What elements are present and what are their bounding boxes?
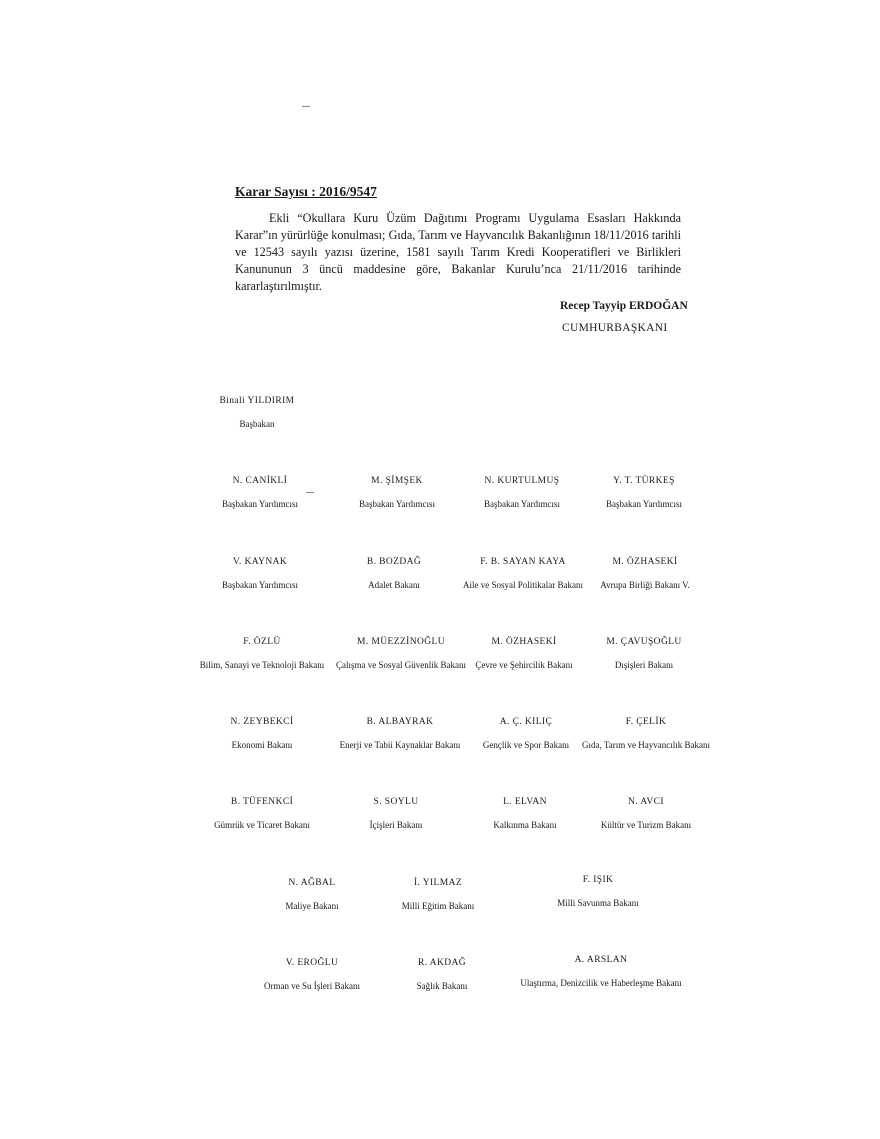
signatory-title: Başbakan — [239, 419, 275, 429]
signatory-title: Avrupa Birliği Bakanı V. — [600, 580, 690, 590]
signatory-name: N. AĞBAL — [288, 878, 336, 888]
signatory-title: Sağlık Bakanı — [416, 981, 468, 991]
signatory-title: Başbakan Yardımcısı — [484, 499, 560, 509]
signatory-block — [508, 875, 688, 908]
signatory-title: Enerji ve Tabii Kaynaklar Bakanı — [339, 740, 461, 750]
decree-body-text: Ekli “Okullara Kuru Üzüm Dağıtımı Programı Uygulama Esasları Hakkında Karar”ın yürürlüğe konulması; Gıda, Tarım ve Hayvancılık Bakanlığının 18/11/2016 tarihli ve 12543 sayılı yazısı üzerine, 1581 sayılı Tarım Kredi Kooperatifleri ve Birlikleri Kanununun 3 üncü maddesine göre, Bakanlar Kurulu’nca 21/11/2016 tarihinde kararlaştırılmıştır. — [235, 211, 681, 293]
signatory-title: Milli Savunma Bakanı — [557, 898, 639, 908]
signatory-name: Binali YILDIRIM — [219, 396, 295, 406]
signatory-name: N. KURTULMUŞ — [484, 476, 560, 486]
signatory-name: M. MÜEZZİNOĞLU — [357, 637, 445, 647]
signatory-name: V. KAYNAK — [232, 557, 288, 567]
signatory-name: L. ELVAN — [503, 797, 547, 807]
signatory-name: B. TÜFENKCİ — [230, 797, 294, 807]
signatory-title: Gıda, Tarım ve Hayvancılık Bakanı — [582, 740, 710, 750]
signatory-title: Adalet Bakanı — [368, 580, 420, 590]
signatory-title: Ekonomi Bakanı — [231, 740, 293, 750]
scan-speck — [302, 106, 310, 107]
signatory-name: A. ARSLAN — [574, 955, 628, 965]
signatory-title: Kalkınma Bakanı — [493, 820, 557, 830]
signatory-name: R. AKDAĞ — [417, 958, 467, 968]
signatory-name: F. ÇELİK — [625, 717, 667, 727]
signatory-block — [556, 797, 736, 830]
signatory-name: N. ZEYBEKCİ — [230, 717, 294, 727]
signatory-name: Y. T. TÜRKEŞ — [613, 476, 675, 486]
signatory-name: M. ÖZHASEKİ — [491, 637, 557, 647]
signatory-name: F. ÖZLÜ — [243, 637, 281, 647]
decree-number-title: Karar Sayısı : 2016/9547 — [235, 184, 377, 199]
signatory-name: M. ÖZHASEKİ — [612, 557, 678, 567]
signatory-title: Çevre ve Şehircilik Bakanı — [475, 660, 573, 670]
signatory-block — [556, 717, 736, 750]
signatory-name: N. CANİKLİ — [232, 476, 288, 486]
signatory-title: Başbakan Yardımcısı — [222, 499, 298, 509]
signatory-name: B. BOZDAĞ — [366, 557, 422, 567]
signatory-name: S. SOYLU — [373, 797, 419, 807]
signatory-block — [554, 637, 734, 670]
signatory-block — [352, 958, 532, 991]
signatory-title: Gümrük ve Ticaret Bakanı — [214, 820, 310, 830]
signatory-name: F. B. SAYAN KAYA — [480, 557, 566, 567]
signatory-name: B. ALBAYRAK — [366, 717, 434, 727]
president-title: CUMHURBAŞKANI — [562, 322, 668, 334]
president-name: Recep Tayyip ERDOĞAN — [560, 300, 688, 312]
signatory-block — [554, 476, 734, 509]
signatory-name: M. ÇAVUŞOĞLU — [606, 637, 682, 647]
signatory-name: M. ŞİMŞEK — [371, 476, 423, 486]
signatory-title: Kültür ve Turizm Bakanı — [600, 820, 692, 830]
signatory-title: Maliye Bakanı — [285, 901, 339, 911]
signatory-title: Gençlik ve Spor Bakanı — [482, 740, 570, 750]
signatory-block — [511, 955, 691, 988]
signatory-title: Ulaştırma, Denizcilik ve Haberleşme Bakanı — [520, 978, 682, 988]
signatory-title: Orman ve Su İşleri Bakanı — [264, 981, 360, 991]
signatory-title: Bilim, Sanayi ve Teknoloji Bakanı — [199, 660, 325, 670]
signatory-prime-minister — [167, 396, 347, 429]
signatory-title: Başbakan Yardımcısı — [606, 499, 682, 509]
signatory-title: Milli Eğitim Bakanı — [401, 901, 475, 911]
signatory-name: A. Ç. KILIÇ — [499, 717, 553, 727]
signatory-name: İ. YILMAZ — [413, 878, 463, 888]
signatory-title: Aile ve Sosyal Politikalar Bakanı — [463, 580, 583, 590]
signatory-title: İçişleri Bakanı — [369, 820, 423, 830]
signatory-title: Dışişleri Bakanı — [614, 660, 674, 670]
signatory-title: Çalışma ve Sosyal Güvenlik Bakanı — [336, 660, 466, 670]
signatory-title: Başbakan Yardımcısı — [222, 580, 298, 590]
signatory-block — [555, 557, 735, 590]
signatory-name: F. IŞIK — [582, 875, 614, 885]
signatory-name: V. EROĞLU — [285, 958, 339, 968]
signatory-title: Başbakan Yardımcısı — [359, 499, 435, 509]
signatory-block — [348, 878, 528, 911]
signatory-name: N. AVCI — [628, 797, 664, 807]
